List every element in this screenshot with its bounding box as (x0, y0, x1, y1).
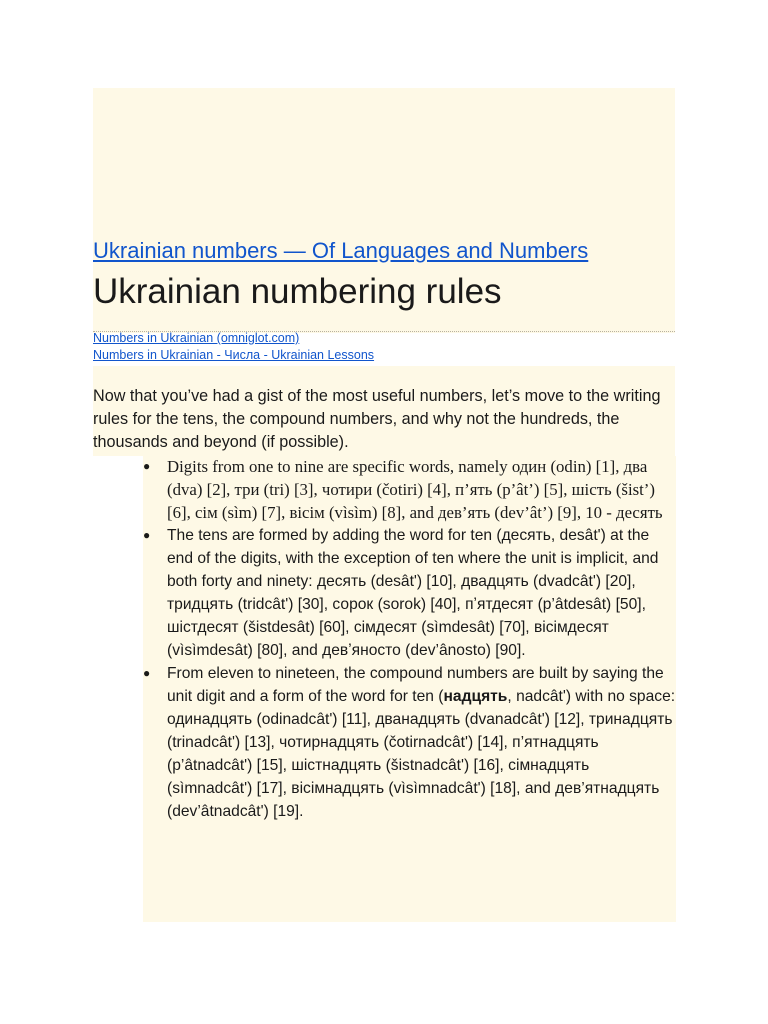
list-item-text-pre: From eleven to nineteen, the compound numbers are built by saying the unit digit and a form of the word for ten ( (167, 665, 664, 705)
list-item (143, 662, 678, 823)
bullet-icon: ● (143, 666, 151, 680)
page-title: Ukrainian numbering rules (93, 272, 502, 311)
omniglot-link[interactable]: Numbers in Ukrainian (omniglot.com) (93, 331, 300, 345)
list-item (143, 455, 678, 524)
article-title-link[interactable]: Ukrainian numbers — Of Languages and Numbers (93, 238, 589, 263)
list-item-text-post: , nadcât') with no space: одинадцять (odinadcât') [11], дванадцять (dvanadcât') [12], тринадцять (trinadcât') [13], чотирнадцять (čotirnadcât') [14], п’ятнадцять (p’âtnadcât') [15], шістнадцять (šistnadcât') [16], сімнадцять (sìmnadcât') [17], вісімнадцять (vìsìmnadcât') [18], and дев’ятнадцять (dev’âtnadcât') [19]. (167, 688, 676, 820)
bullet-icon: ● (143, 459, 151, 473)
intro-paragraph: Now that you’ve had a gist of the most useful numbers, let’s move to the writing rules for the tens, the compound numbers, and why not the hundreds, the thousands and beyond (if possible). (93, 387, 661, 451)
list-item-text: The tens are formed by adding the word for ten (десять, desât') at the end of the digits, with the exception of ten where the unit is implicit, and both forty and ninety: десять (desât') [10], двадцять (dvadcât') [20], тридцять (tridcât') [30], сорок (sorok) [40], пʼятдесят (p’âtdesât) [50], шістдесят (šistdesât) [60], сімдесят (sìmdesât) [70], вісімдесят (vìsìmdesât) [80], and девʼяносто (dev’ânosto) [90]. (167, 527, 659, 659)
rules-list (143, 455, 678, 823)
ukrainian-lessons-link[interactable]: Numbers in Ukrainian - Числа - Ukrainian Lessons (93, 348, 375, 362)
bullet-icon: ● (143, 528, 151, 542)
list-item (143, 524, 678, 662)
list-item-text-bold: надцять (443, 688, 508, 705)
list-item-text (167, 662, 678, 823)
list-item-text: Digits from one to nine are specific words, namely один (odin) [1], два (dva) [2], три (tri) [3], чотири (čotiri) [4], п’ять (p’ât’) [5], шість (šist’) [6], сім (sìm) [7], вісім (vìsìm) [8], and дев’ять (dev’ât’) [9], 10 - десять (167, 457, 663, 522)
